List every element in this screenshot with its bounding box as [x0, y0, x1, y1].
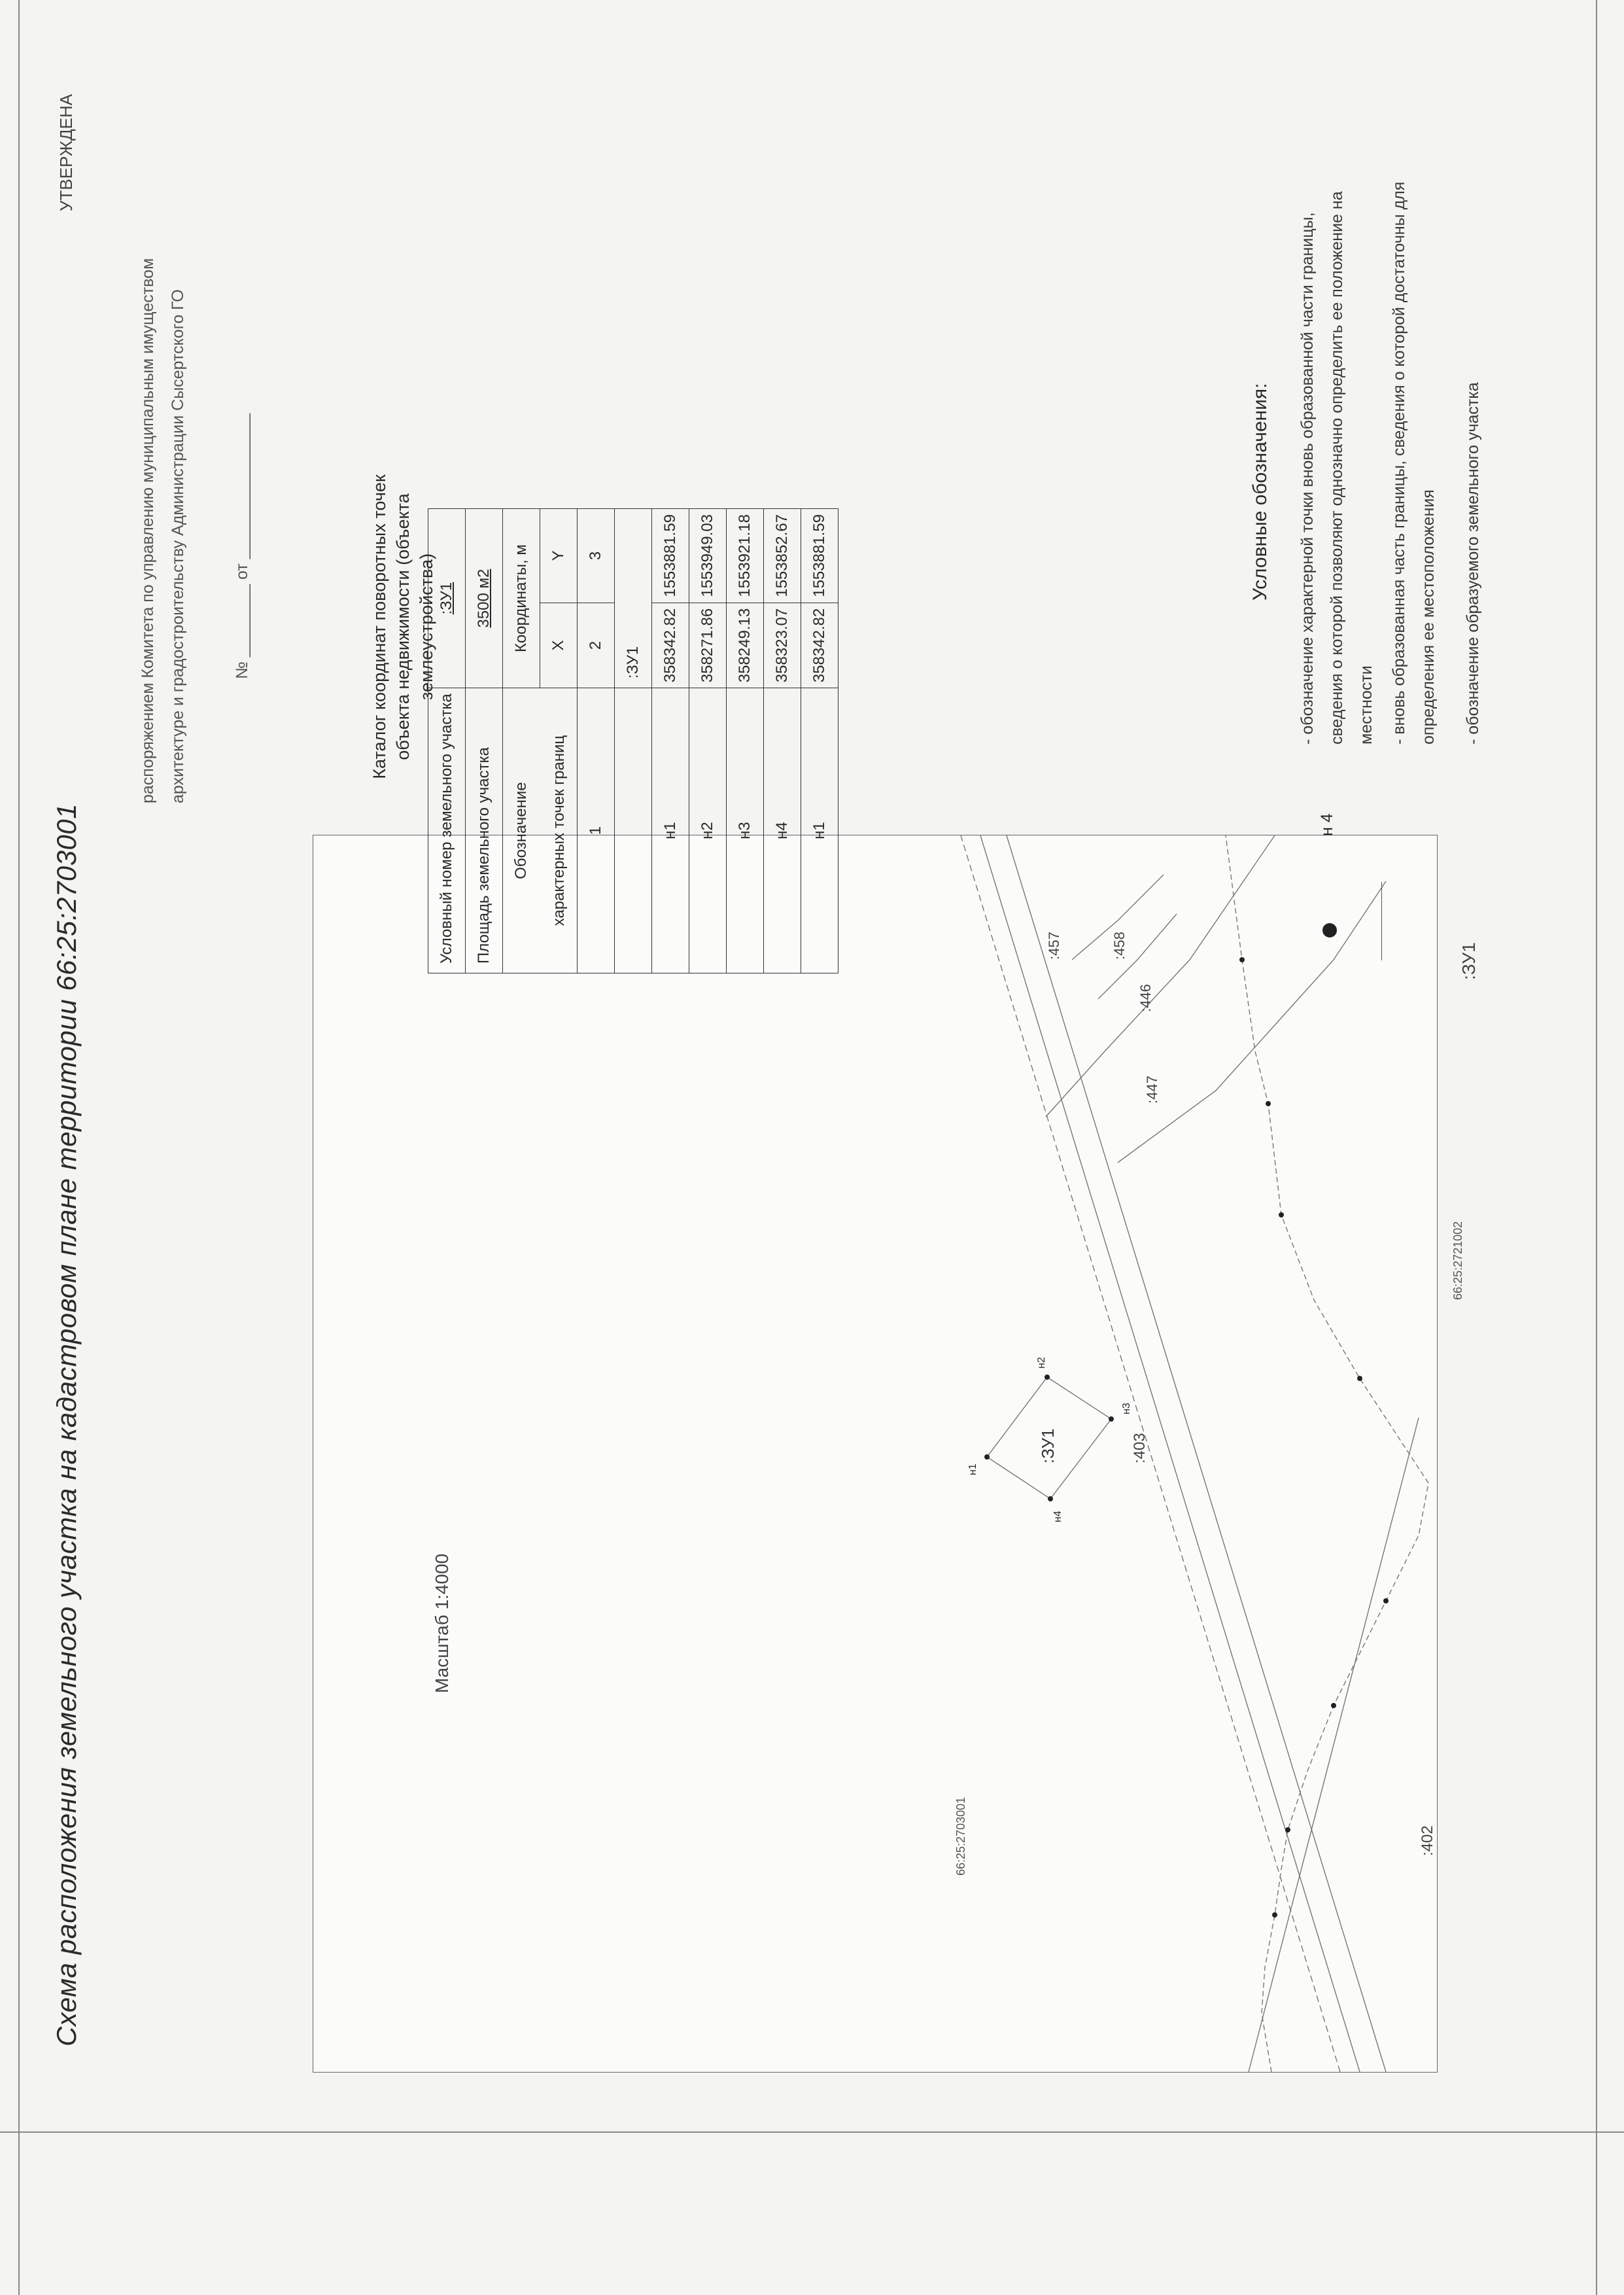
label-road-403: :403	[1131, 1433, 1149, 1463]
road-403-edge-2	[980, 835, 1360, 2072]
point-y: 1553921.18	[727, 508, 764, 603]
table-row	[727, 508, 764, 973]
label-road-402: :402	[1419, 1825, 1436, 1856]
order-number-line: № ________ от ________________	[233, 413, 251, 679]
scan-edge-line	[0, 2131, 1624, 2133]
label-n2: н2	[1036, 1357, 1047, 1369]
point-x: 358342.82	[652, 603, 689, 688]
section-cell	[615, 688, 652, 973]
legend-item-1-line-1: - обозначение характерной точки вновь образованной части границы,	[1298, 212, 1317, 745]
point-x: 358323.07	[764, 603, 801, 688]
section-label: :ЗУ1	[615, 508, 652, 688]
label-zu1: :ЗУ1	[1038, 1428, 1058, 1463]
point-name: н1	[652, 688, 689, 973]
label-parcel-447: :447	[1144, 1076, 1160, 1104]
legend-item-1-line-3: местности	[1357, 665, 1375, 745]
label-n4: н4	[1052, 1511, 1063, 1522]
road-403-edge-1	[1007, 835, 1386, 2072]
scale-label: Масштаб 1:4000	[432, 1553, 452, 1693]
point-name: н4	[764, 688, 801, 973]
legend-item-1-line-2: сведения о которой позволяют однозначно определить ее положение на	[1328, 191, 1346, 745]
map-drawing	[313, 835, 1437, 2072]
road-402-edge	[1249, 1418, 1419, 2072]
cadastral-map	[313, 835, 1464, 2073]
legend-parcel-mark: :ЗУ1	[1459, 942, 1479, 980]
legend-item-2-line-1: - вновь образованная часть границы, сведения о которой достаточны для	[1390, 181, 1408, 745]
table-row	[578, 508, 615, 973]
scan-edge-line	[18, 0, 20, 2295]
order-line-1: распоряжением Комитета по управлению муниципальным имуществом	[139, 258, 157, 803]
page-title: Схема расположения земельного участка на кадастровом плане территории 66:25:2703001	[51, 803, 82, 2046]
quarter-boundary-line	[1262, 1483, 1428, 2072]
approved-label: УТВЕРЖДЕНА	[56, 94, 76, 211]
designation-header-text: Обозначение	[511, 782, 530, 879]
boundary-line-icon	[1381, 882, 1382, 960]
table-row	[615, 508, 652, 973]
area-label: Площадь земельного участка	[466, 688, 503, 973]
legend-point-mark: н 4	[1318, 813, 1336, 836]
col-num: 2	[578, 603, 615, 688]
catalog-title-line-2: объекта недвижимости (объекта землеустройства)	[393, 493, 436, 760]
cond-number-label: Условный номер земельного участка	[428, 688, 466, 973]
table-row	[764, 508, 801, 973]
point-y: 1553881.59	[801, 508, 838, 603]
area-value: 3500 м2	[466, 508, 503, 688]
point-x: 358249.13	[727, 603, 764, 688]
label-n3: н3	[1121, 1403, 1132, 1414]
parcel-447	[1118, 881, 1386, 1163]
cond-number-value: :ЗУ1	[428, 508, 466, 688]
table-row	[503, 508, 540, 973]
scan-edge-line	[1596, 0, 1597, 2295]
label-quarter-main: 66:25:2703001	[954, 1796, 967, 1876]
label-parcel-446: :446	[1137, 984, 1154, 1012]
y-header: Y	[540, 508, 578, 603]
label-parcel-458: :458	[1111, 932, 1128, 960]
point-y: 1553949.03	[689, 508, 727, 603]
table-row	[801, 508, 838, 973]
table-row	[652, 508, 689, 973]
label-quarter-north: 66:25:2721002	[1451, 1221, 1464, 1300]
point-x: 358271.86	[689, 603, 727, 688]
point-name: н3	[727, 688, 764, 973]
table-row	[428, 508, 466, 973]
legend-title: Условные обозначения:	[1249, 383, 1271, 601]
coords-header: Координаты, м	[503, 508, 540, 688]
point-name: н2	[689, 688, 727, 973]
label-parcel-457: :457	[1046, 932, 1062, 960]
col-num: 3	[578, 508, 615, 603]
point-x: 358342.82	[801, 603, 838, 688]
coordinates-table	[428, 508, 838, 973]
point-name: н1	[801, 688, 838, 973]
road-403-edge-3	[961, 835, 1340, 2072]
designation-header	[503, 688, 578, 973]
table-row	[466, 508, 503, 973]
order-line-2: архитектуре и градостроительству Администрации Сысертского ГО	[169, 289, 187, 803]
x-header: X	[540, 603, 578, 688]
point-y: 1553852.67	[764, 508, 801, 603]
catalog-title-line-1: Каталог координат поворотных точек	[370, 474, 389, 779]
legend-item-3-line-1: - обозначение образуемого земельного участка	[1464, 382, 1482, 745]
col-num: 1	[578, 688, 615, 973]
designation-sub-text: характерных точек границ	[549, 735, 568, 926]
point-marker-icon	[1322, 923, 1337, 937]
label-n1: н1	[967, 1463, 978, 1475]
table-row	[689, 508, 727, 973]
point-y: 1553881.59	[652, 508, 689, 603]
legend-item-2-line-2: определения ее местоположения	[1419, 489, 1438, 745]
